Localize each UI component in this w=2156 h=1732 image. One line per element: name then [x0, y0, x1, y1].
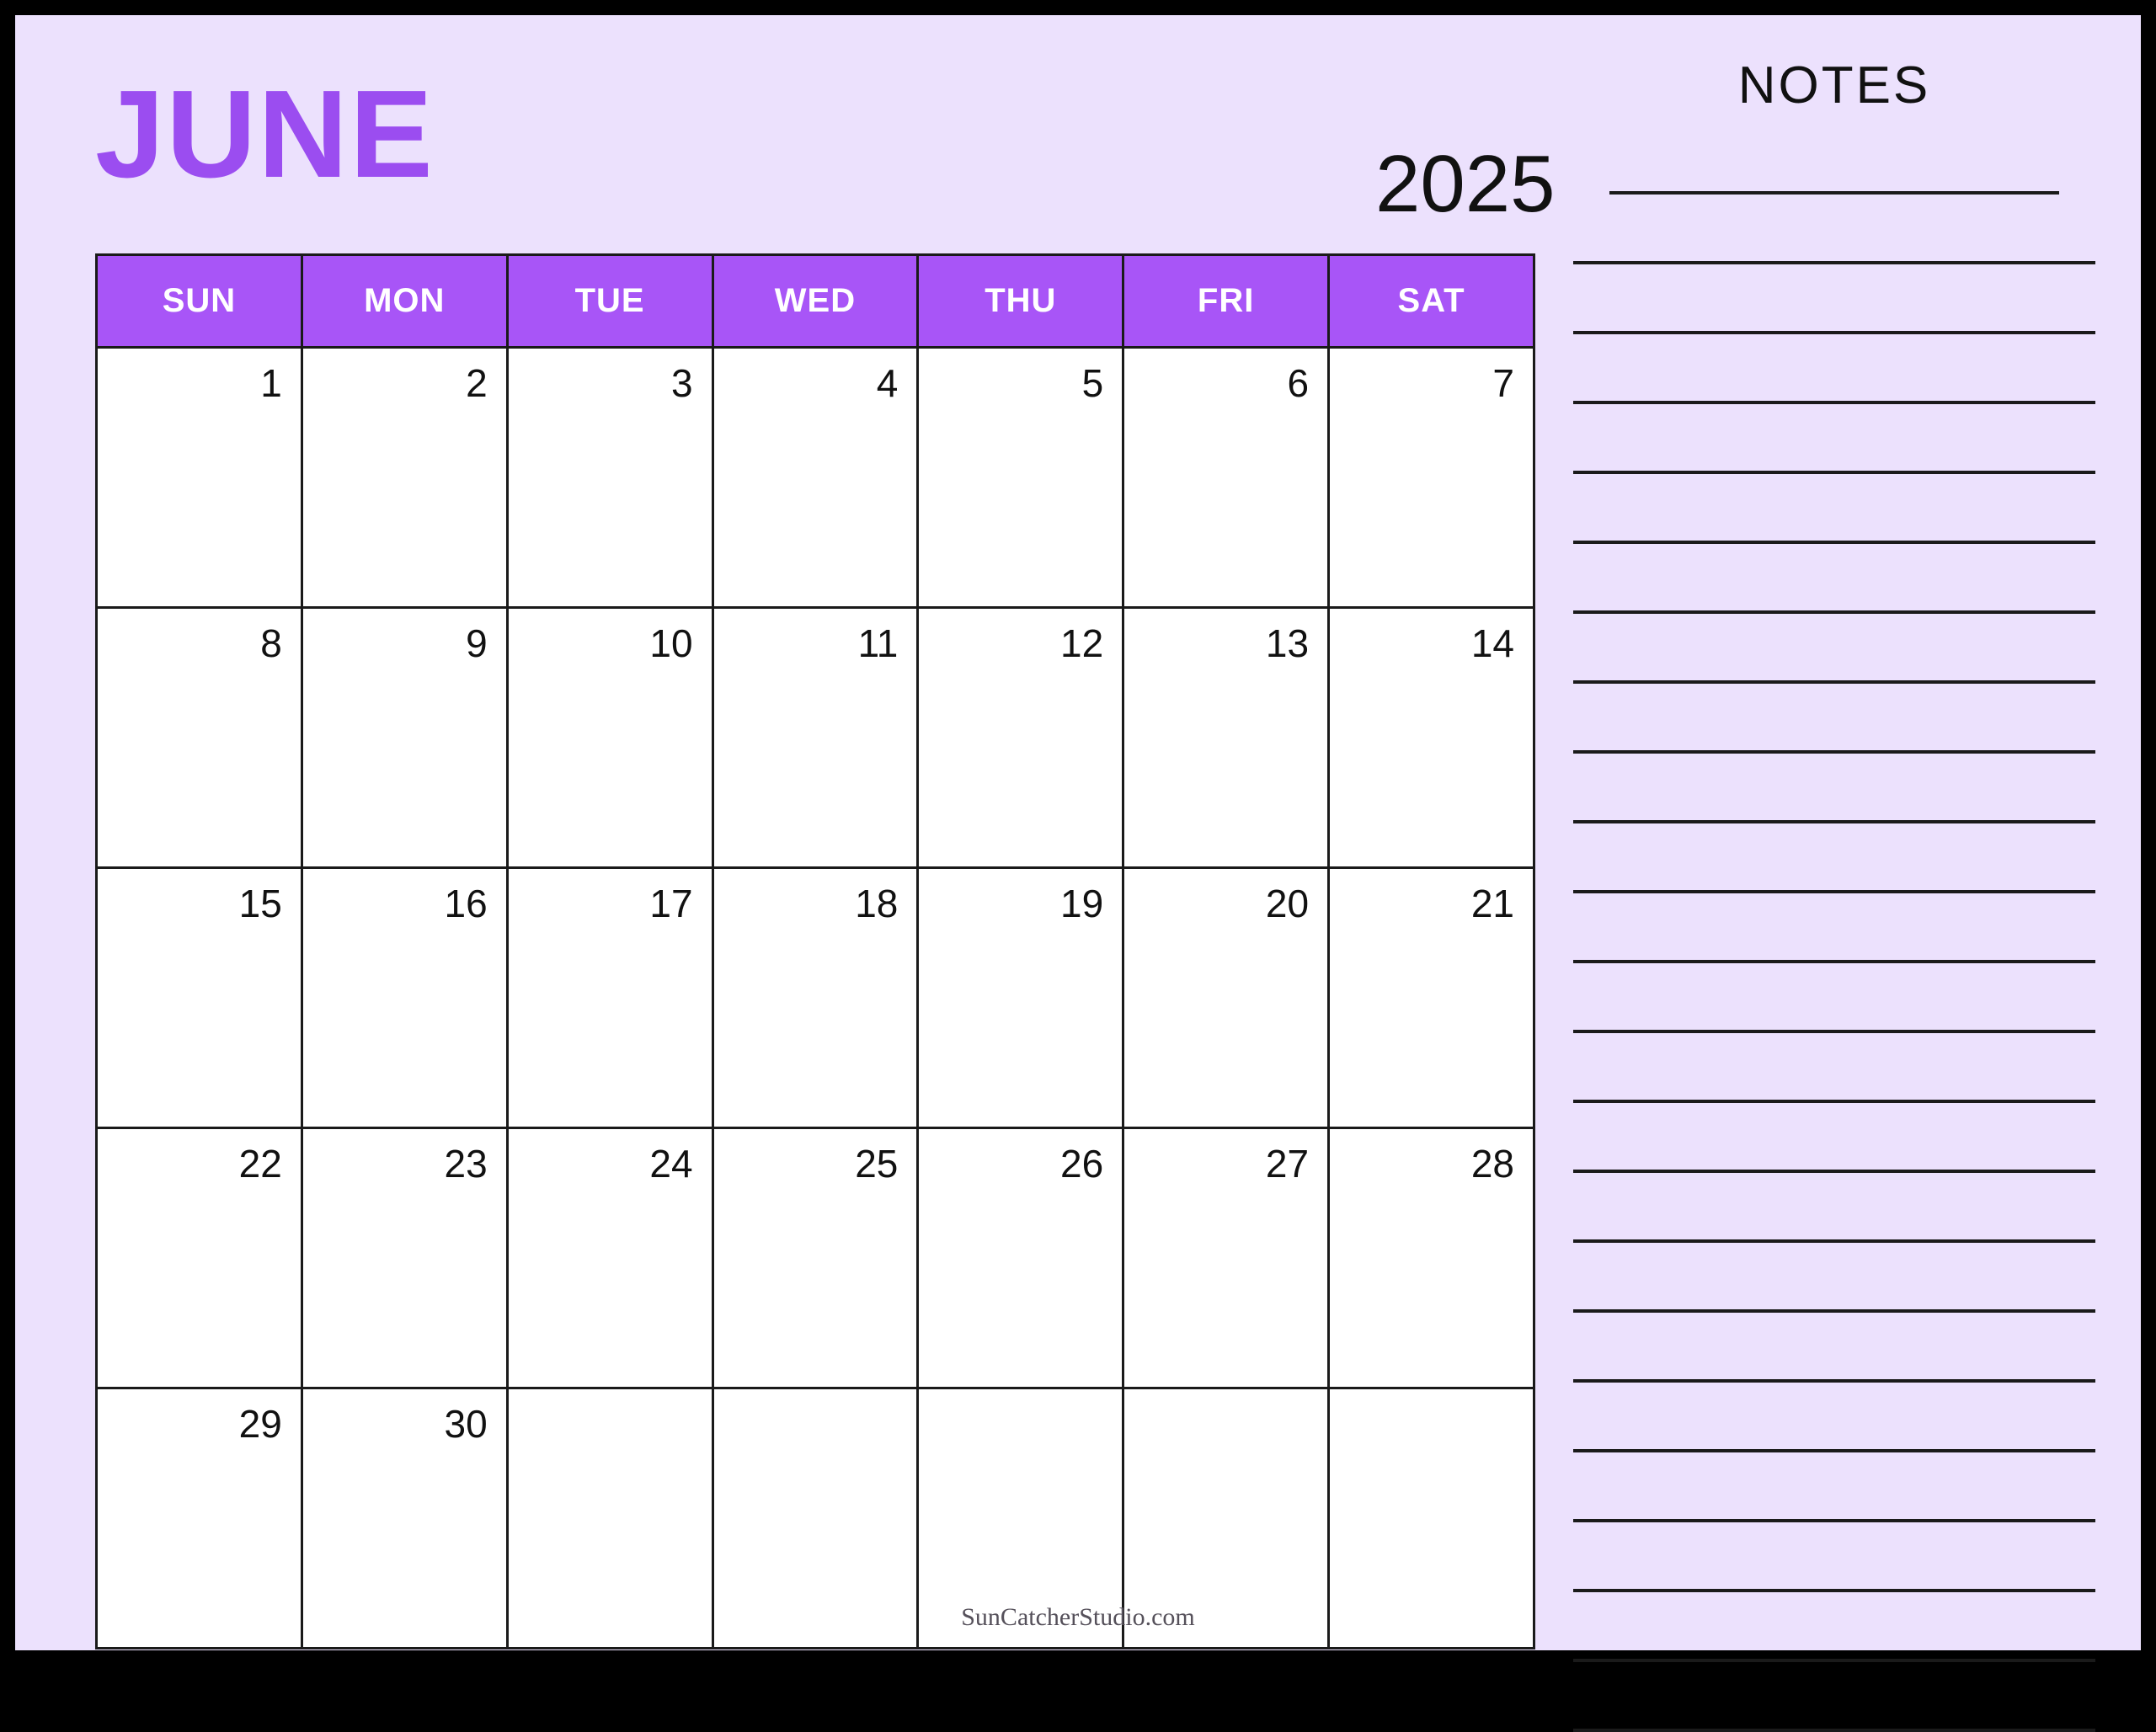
day-cell[interactable]: 16	[302, 868, 507, 1128]
note-line[interactable]	[1573, 1452, 2095, 1522]
day-cell[interactable]: 11	[712, 608, 918, 868]
note-line[interactable]	[1573, 1103, 2095, 1173]
note-line[interactable]	[1573, 195, 2095, 264]
weekday-header-row	[97, 255, 1534, 348]
day-cell[interactable]: 1	[97, 348, 302, 608]
note-line[interactable]	[1573, 963, 2095, 1033]
note-line[interactable]	[1573, 544, 2095, 614]
weekday-header-sat: SAT	[1329, 255, 1534, 348]
note-line[interactable]	[1573, 754, 2095, 823]
day-cell[interactable]: 28	[1329, 1128, 1534, 1388]
day-cell[interactable]: 17	[507, 868, 712, 1128]
weekday-header-thu: THU	[918, 255, 1123, 348]
weekday-header-tue: TUE	[507, 255, 712, 348]
calendar-header	[95, 56, 1556, 229]
year-title: 2025	[1375, 139, 1556, 229]
day-cell[interactable]: 29	[97, 1388, 302, 1649]
calendar-sheet	[15, 15, 2141, 1650]
weekday-header-wed: WED	[712, 255, 918, 348]
day-cell[interactable]: 5	[918, 348, 1123, 608]
footer-credit: SunCatcherStudio.com	[961, 1603, 1195, 1631]
calendar-week-row	[97, 868, 1534, 1128]
note-line[interactable]	[1573, 1173, 2095, 1243]
day-cell[interactable]: 3	[507, 348, 712, 608]
day-cell[interactable]: 12	[918, 608, 1123, 868]
note-line[interactable]	[1573, 1313, 2095, 1383]
day-cell[interactable]: 27	[1123, 1128, 1329, 1388]
note-line[interactable]	[1573, 474, 2095, 544]
weekday-header-fri: FRI	[1123, 255, 1329, 348]
day-cell[interactable]: 14	[1329, 608, 1534, 868]
day-cell[interactable]: 24	[507, 1128, 712, 1388]
note-line[interactable]	[1573, 1243, 2095, 1313]
day-cell[interactable]: 2	[302, 348, 507, 608]
day-cell[interactable]: 15	[97, 868, 302, 1128]
note-line[interactable]	[1573, 1383, 2095, 1452]
notes-lines[interactable]	[1573, 139, 2095, 1732]
day-cell[interactable]: 22	[97, 1128, 302, 1388]
note-line[interactable]	[1573, 893, 2095, 963]
day-cell[interactable]: 23	[302, 1128, 507, 1388]
day-cell[interactable]: 10	[507, 608, 712, 868]
day-cell[interactable]: 18	[712, 868, 918, 1128]
day-cell[interactable]: 25	[712, 1128, 918, 1388]
weekday-header-mon: MON	[302, 255, 507, 348]
notes-panel	[1573, 56, 2095, 1596]
note-line[interactable]	[1573, 334, 2095, 404]
day-cell[interactable]: 4	[712, 348, 918, 608]
month-title: JUNE	[95, 65, 435, 204]
day-cell[interactable]: 9	[302, 608, 507, 868]
calendar-week-row	[97, 348, 1534, 608]
note-line[interactable]	[1573, 684, 2095, 754]
day-cell[interactable]: 7	[1329, 348, 1534, 608]
day-cell[interactable]: 19	[918, 868, 1123, 1128]
day-cell[interactable]: 13	[1123, 608, 1329, 868]
note-line[interactable]	[1573, 1662, 2095, 1732]
calendar-grid	[95, 253, 1535, 1649]
weekday-header-sun: SUN	[97, 255, 302, 348]
note-line[interactable]	[1573, 1033, 2095, 1103]
day-cell[interactable]: 30	[302, 1388, 507, 1649]
day-cell[interactable]: 20	[1123, 868, 1329, 1128]
calendar-week-row	[97, 1128, 1534, 1388]
day-cell[interactable]: 6	[1123, 348, 1329, 608]
note-line[interactable]	[1573, 823, 2095, 893]
note-line[interactable]	[1573, 404, 2095, 474]
note-line[interactable]	[1573, 264, 2095, 334]
day-cell[interactable]: 8	[97, 608, 302, 868]
notes-title: NOTES	[1737, 56, 1931, 115]
day-cell[interactable]: 21	[1329, 868, 1534, 1128]
note-line[interactable]	[1609, 139, 2058, 195]
day-cell[interactable]: 26	[918, 1128, 1123, 1388]
calendar-week-row	[97, 608, 1534, 868]
note-line[interactable]	[1573, 1522, 2095, 1592]
note-line[interactable]	[1573, 614, 2095, 684]
